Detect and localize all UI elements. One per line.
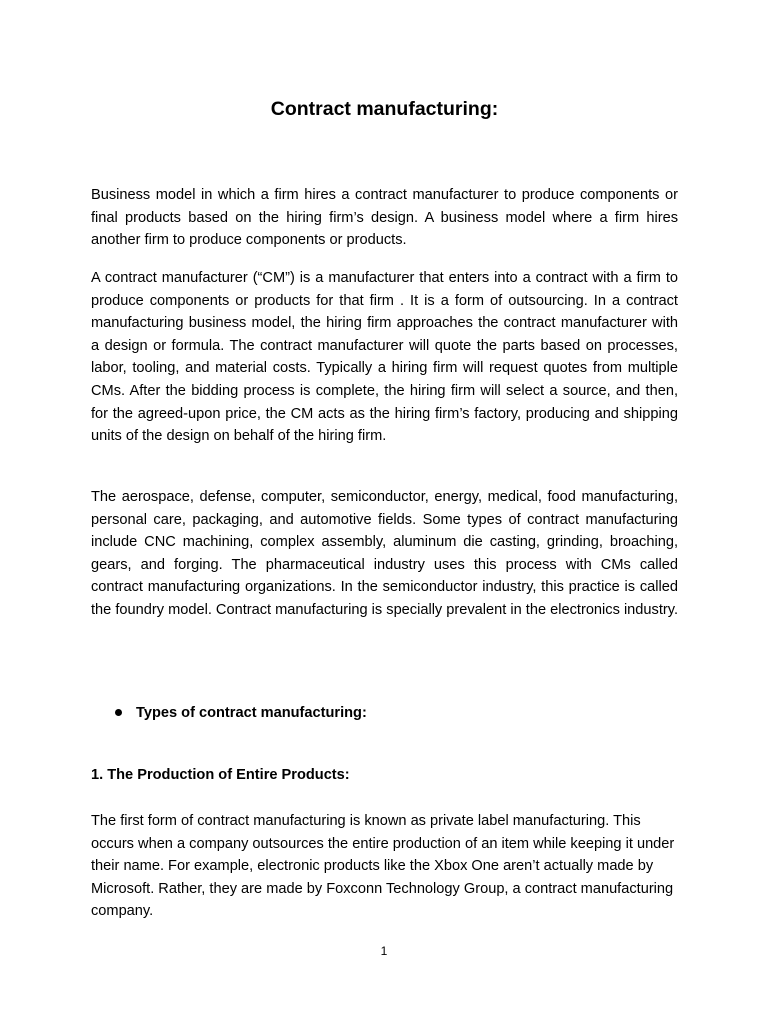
page-title: Contract manufacturing: xyxy=(270,98,499,120)
industries-paragraph: The aerospace, defense, computer, semiconductor, energy, medical, food manufacturing, personal care, packaging, and automotive fields. Some types of contract manufacturing include CNC machining, complex assembly, aluminum die casting, grinding, broaching, gears, and forging. The pharmaceutical industry uses this process with CMs called contract manufacturing organizations. In the semiconductor industry, this practice is called the foundry model. Contract manufacturing is specially prevalent in the electronics industry. xyxy=(91,489,679,618)
section-paragraph: The first form of contract manufacturing is known as private label manufacturing. This occurs when a company outsources the entire production of an item while keeping it under their name. For example, electronic products like the Xbox One aren’t actually made by Microsoft. Rather, they are made by Foxconn Technology Group, a contract manufacturing company. xyxy=(91,813,675,920)
intro-paragraph: Business model in which a firm hires a contract manufacturer to produce components or final products based on the hiring firm’s design. A business model where a firm hires another firm to produce components or products. xyxy=(91,187,678,249)
bullet-icon xyxy=(115,709,122,716)
page-number: 1 xyxy=(380,944,388,958)
section-heading: 1. The Production of Entire Products: xyxy=(91,767,350,783)
bullet-heading: Types of contract manufacturing: xyxy=(136,705,367,721)
cm-definition-paragraph: A contract manufacturer (“CM”) is a manufacturer that enters into a contract with a firm to produce components or products for that firm . It is a form of outsourcing. In a contract manufacturing business model, the hiring firm approaches the contract manufacturer with a design or formula. The contract manufacturer will quote the parts based on processes, labor, tooling, and material costs. Typically a hiring firm will request quotes from multiple CMs. After the bidding process is complete, the hiring firm will select a source, and then, for the agreed-upon price, the CM acts as the hiring firm’s factory, producing and shipping units of the design on behalf of the hiring firm. xyxy=(91,270,678,445)
